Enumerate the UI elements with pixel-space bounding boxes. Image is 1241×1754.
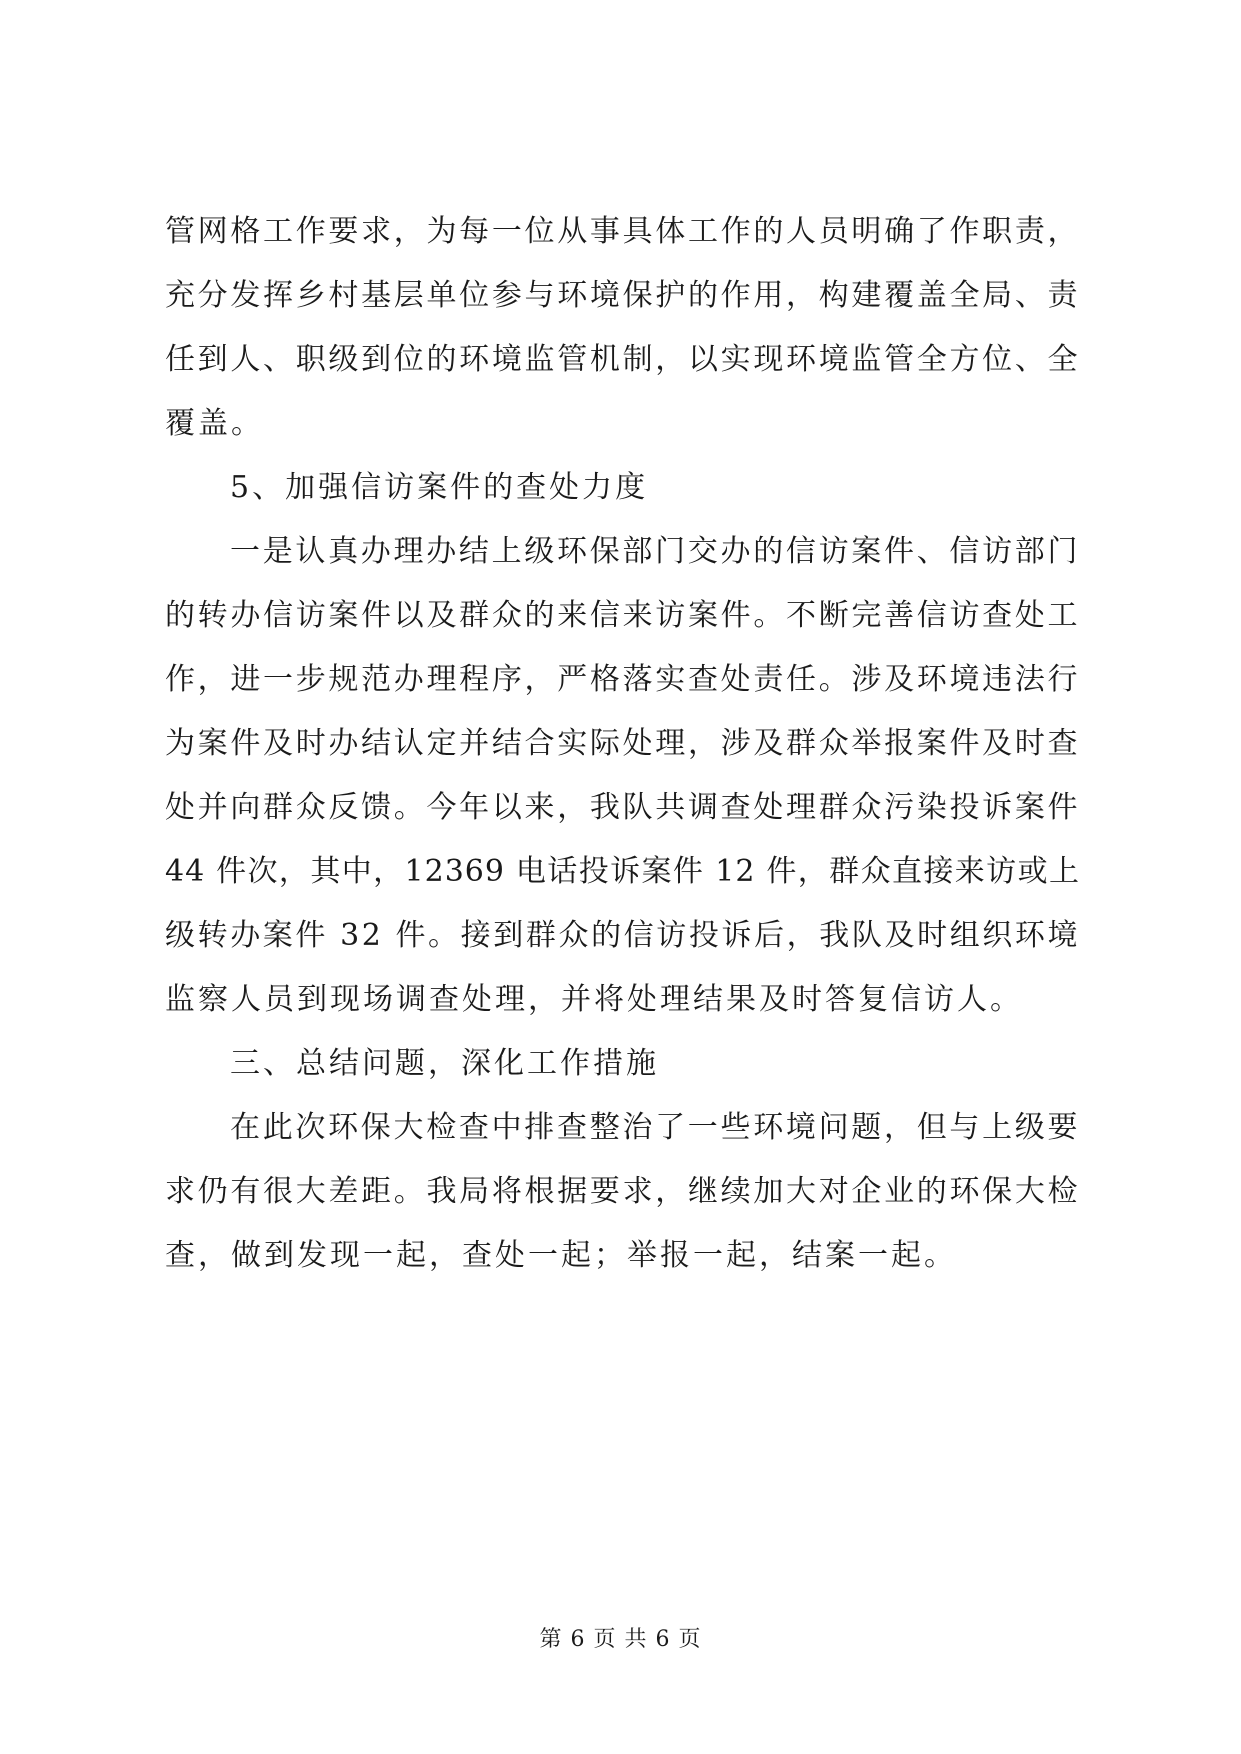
text-line: 任到人、职级到位的环境监管机制，以实现环境监管全方位、全 [165,342,1080,377]
text-line: 为案件及时办结认定并结合实际处理，涉及群众举报案件及时查 [165,726,1080,761]
text-line: 的转办信访案件以及群众的来信来访案件。不断完善信访查处工 [165,598,1080,633]
text-line: 作，进一步规范办理程序，严格落实查处责任。涉及环境违法行 [165,662,1080,697]
section-heading: 5、加强信访案件的查处力度 [230,470,649,505]
text-line: 处并向群众反馈。今年以来，我队共调查处理群众污染投诉案件 [165,790,1080,825]
page-number-footer: 第 6 页 共 6 页 [539,1627,702,1652]
text-line: 44 件次，其中，12369 电话投诉案件 12 件，群众直接来访或上 [165,854,1080,889]
document-body [165,200,1080,1288]
section-heading: 三、总结问题，深化工作措施 [230,1046,659,1081]
text-line: 覆盖。 [165,406,264,441]
text-line: 监察人员到现场调查处理，并将处理结果及时答复信访人。 [165,982,1023,1017]
text-line: 充分发挥乡村基层单位参与环境保护的作用，构建覆盖全局、责 [165,278,1080,313]
text-line: 查，做到发现一起，查处一起；举报一起，结案一起。 [165,1238,957,1273]
text-line: 求仍有很大差距。我局将根据要求，继续加大对企业的环保大检 [165,1174,1080,1209]
text-line: 级转办案件 32 件。接到群众的信访投诉后，我队及时组织环境 [165,918,1080,953]
text-line: 一是认真办理办结上级环保部门交办的信访案件、信访部门 [230,534,1080,569]
text-line: 在此次环保大检查中排查整治了一些环境问题，但与上级要 [230,1110,1080,1145]
text-line: 管网格工作要求，为每一位从事具体工作的人员明确了作职责， [165,214,1080,249]
